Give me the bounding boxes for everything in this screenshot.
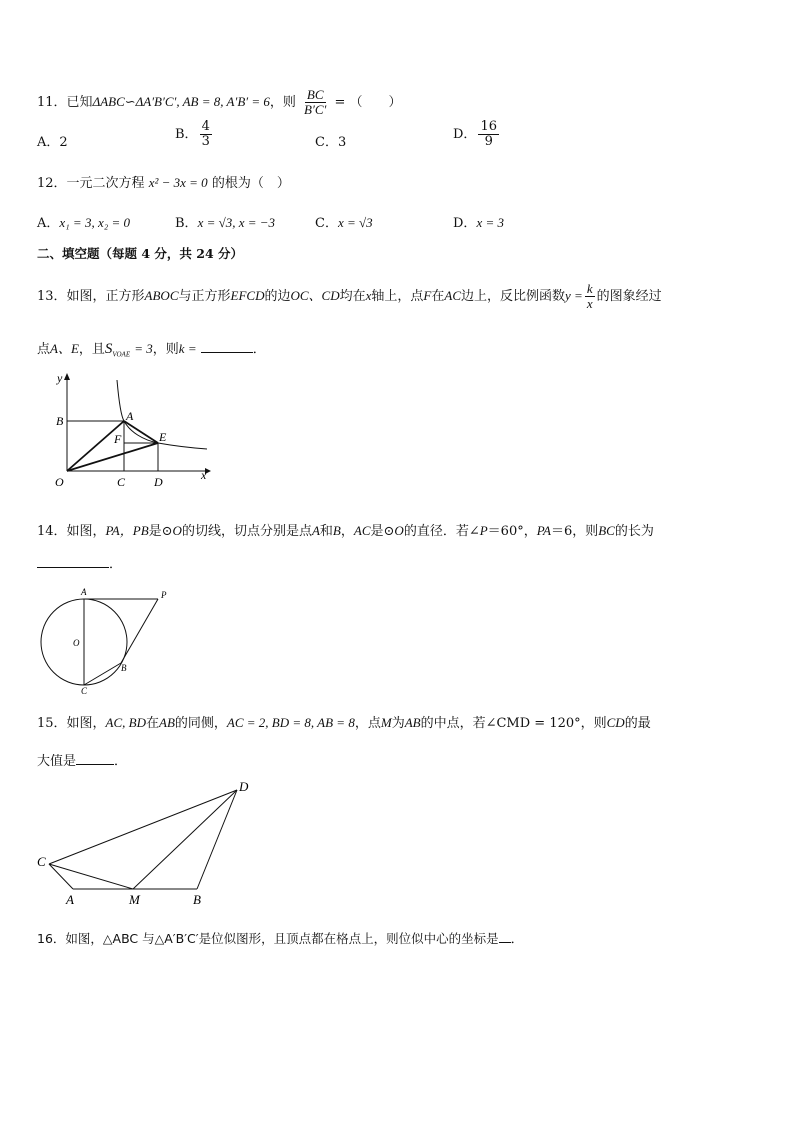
text: ，则 — [152, 342, 179, 357]
segment-ae — [124, 421, 158, 443]
text: EFCD — [230, 288, 265, 303]
text: 边上，反比例函数 — [461, 289, 566, 304]
text: BC — [598, 523, 615, 538]
q15-line1 — [37, 712, 651, 731]
q12-option-d — [453, 212, 504, 231]
option-label: B． — [175, 216, 198, 231]
q14-line2 — [37, 553, 122, 572]
q14-line1 — [37, 520, 654, 539]
label-a: A — [126, 409, 134, 423]
text: F — [423, 288, 432, 303]
text: y = — [565, 288, 583, 303]
label-m: M — [129, 892, 140, 907]
text: AB — [404, 715, 421, 730]
text: 的图象经过 — [596, 289, 662, 304]
answer-blank — [201, 352, 253, 353]
answer-blank — [499, 942, 511, 943]
q11-option-b — [175, 120, 214, 149]
text: = 3 — [134, 341, 153, 356]
q16-stem — [37, 928, 524, 947]
text: ． — [510, 932, 524, 947]
text: 13．如图，正方形 — [37, 289, 145, 304]
label-b: B — [121, 663, 127, 673]
text: 大值是 — [37, 754, 77, 769]
frac-den: 3 — [201, 134, 210, 149]
text: ． — [252, 342, 266, 357]
q12-option-b — [175, 212, 275, 231]
q12-stem-post: 的根为（ ） — [211, 176, 290, 191]
text: 均在 — [339, 289, 366, 304]
text: A — [311, 523, 320, 538]
q15-figure — [33, 778, 263, 908]
y-arrow — [64, 373, 70, 380]
q14-figure — [35, 584, 180, 699]
label-o: O — [73, 638, 80, 648]
section-title: 二、填空题（每题 4 分，共 24 分） — [37, 246, 244, 261]
q12-stem — [37, 172, 290, 191]
text: ． — [109, 557, 123, 572]
text: ＝6，则 — [550, 524, 599, 539]
frac-den: 9 — [484, 134, 493, 149]
q11-stem-post: = （ ） — [334, 95, 402, 110]
text: 的中点，若∠CMD = 120°，则 — [420, 716, 607, 731]
text: 与正方形 — [178, 289, 231, 304]
option-value: x = √3 — [337, 215, 373, 230]
label-d: D — [154, 475, 163, 489]
q11-stem-pre: 已知 — [66, 95, 93, 110]
label-a: A — [81, 587, 87, 597]
text: 14．如图， — [37, 524, 106, 539]
text: M — [380, 715, 392, 730]
text: CD — [606, 715, 625, 730]
option-fraction — [478, 120, 499, 149]
option-label: D． — [453, 216, 477, 231]
text: 的最 — [624, 716, 651, 731]
text: 在 — [146, 716, 160, 731]
option-label: A． — [37, 216, 60, 231]
option-label: A． — [37, 135, 60, 150]
answer-blank — [76, 764, 114, 765]
text: ． — [114, 754, 128, 769]
text: 的长为 — [614, 524, 654, 539]
text: 的边 — [264, 289, 291, 304]
text: 的切线，切点分别是点 — [181, 524, 312, 539]
q12-option-a — [37, 212, 130, 231]
frac-den: x — [586, 296, 593, 311]
text: PA — [536, 523, 551, 538]
text: 点 — [37, 342, 51, 357]
option-value: 3 — [337, 135, 347, 150]
text: 的直径．若∠ — [403, 524, 480, 539]
label-p: P — [161, 590, 167, 600]
frac-num: 4 — [201, 119, 210, 134]
q13-figure — [35, 368, 215, 503]
text: AC — [444, 288, 462, 303]
text: ABOC — [144, 288, 179, 303]
q13-func-fraction — [585, 282, 595, 311]
text: ＝60°， — [487, 524, 537, 539]
label-a: A — [66, 892, 74, 907]
option-value: 2 — [59, 135, 68, 150]
q13-line1 — [37, 282, 662, 311]
q11-stem — [37, 88, 402, 117]
q15-line2 — [37, 750, 127, 769]
text: S — [104, 341, 113, 357]
frac-num: 16 — [480, 119, 497, 134]
label-x: x — [201, 468, 207, 482]
text: PA，PB — [105, 523, 149, 538]
text: ，点 — [354, 716, 381, 731]
text: 轴上，点 — [371, 289, 424, 304]
text: O — [394, 523, 404, 538]
text: O — [172, 523, 182, 538]
q12-equation: x² − 3x = 0 — [148, 175, 208, 190]
q11-relation: ΔABC∽ΔA′B′C′, AB = 8, A′B′ = 6 — [92, 94, 270, 109]
segment-cd — [49, 790, 237, 864]
text: 在 — [431, 289, 445, 304]
text: 是⊙ — [148, 524, 173, 539]
label-b: B — [56, 414, 64, 428]
option-fraction — [200, 120, 212, 149]
q11-frac-num: BC — [306, 87, 324, 102]
text: AC — [353, 523, 371, 538]
label-f: F — [114, 432, 122, 446]
option-label: C． — [315, 216, 338, 231]
tangent-pb — [121, 599, 158, 663]
text: AC = 2, BD = 8, AB = 8 — [226, 715, 355, 730]
option-value: x = √3, x = −3 — [197, 215, 276, 230]
option-label: B． — [175, 127, 198, 142]
label-y: y — [57, 371, 63, 385]
text: 的同侧， — [174, 716, 227, 731]
q13-line2 — [37, 338, 266, 359]
text: x — [365, 288, 372, 303]
segment-md — [133, 790, 237, 889]
text: A、E — [50, 341, 79, 356]
text: P — [479, 523, 488, 538]
text: VOAE — [112, 350, 131, 359]
label-c: C — [117, 475, 126, 489]
text: 15．如图， — [37, 716, 106, 731]
text: AC, BD — [105, 715, 146, 730]
q11-frac-den: B′C′ — [304, 102, 327, 117]
q12-stem-pre: 一元二次方程 — [66, 176, 145, 191]
answer-blank — [37, 567, 109, 568]
label-d: D — [239, 779, 249, 794]
q11-option-a — [37, 131, 68, 150]
q11-number: 11． — [37, 95, 67, 110]
segment-oa — [67, 421, 124, 471]
option-label: D． — [453, 127, 477, 142]
q12-option-c — [315, 212, 373, 231]
q11-fraction — [302, 88, 328, 117]
text: ，且 — [78, 342, 105, 357]
text: AB — [159, 715, 175, 730]
text: ， — [340, 524, 354, 539]
option-value: x = 3 — [476, 215, 504, 230]
frac-num: k — [586, 281, 593, 296]
option-value: x₁ = 3, x₂ = 0 — [59, 215, 131, 230]
segment-bd — [197, 790, 237, 889]
label-o: O — [55, 475, 64, 489]
segment-oe — [67, 443, 158, 471]
text: 16．如图，△ABC 与△A′B′C′是位似图形，且顶点都在格点上，则位似中心的坐标是 — [37, 931, 499, 946]
text: OC、CD — [290, 288, 340, 303]
text: 为 — [391, 716, 405, 731]
text: k = — [178, 341, 197, 356]
text: 是⊙ — [370, 524, 395, 539]
q12-number: 12． — [37, 176, 67, 191]
q11-stem-mid: ，则 — [269, 95, 296, 110]
label-b: B — [193, 892, 201, 907]
text: 和 — [319, 524, 333, 539]
q11-option-d — [453, 120, 501, 149]
text: B — [332, 523, 341, 538]
q11-option-c — [315, 131, 346, 150]
label-e: E — [159, 430, 167, 444]
label-c: C — [37, 854, 46, 869]
chord-bc — [84, 663, 121, 685]
option-label: C． — [315, 135, 338, 150]
label-c: C — [81, 686, 88, 696]
